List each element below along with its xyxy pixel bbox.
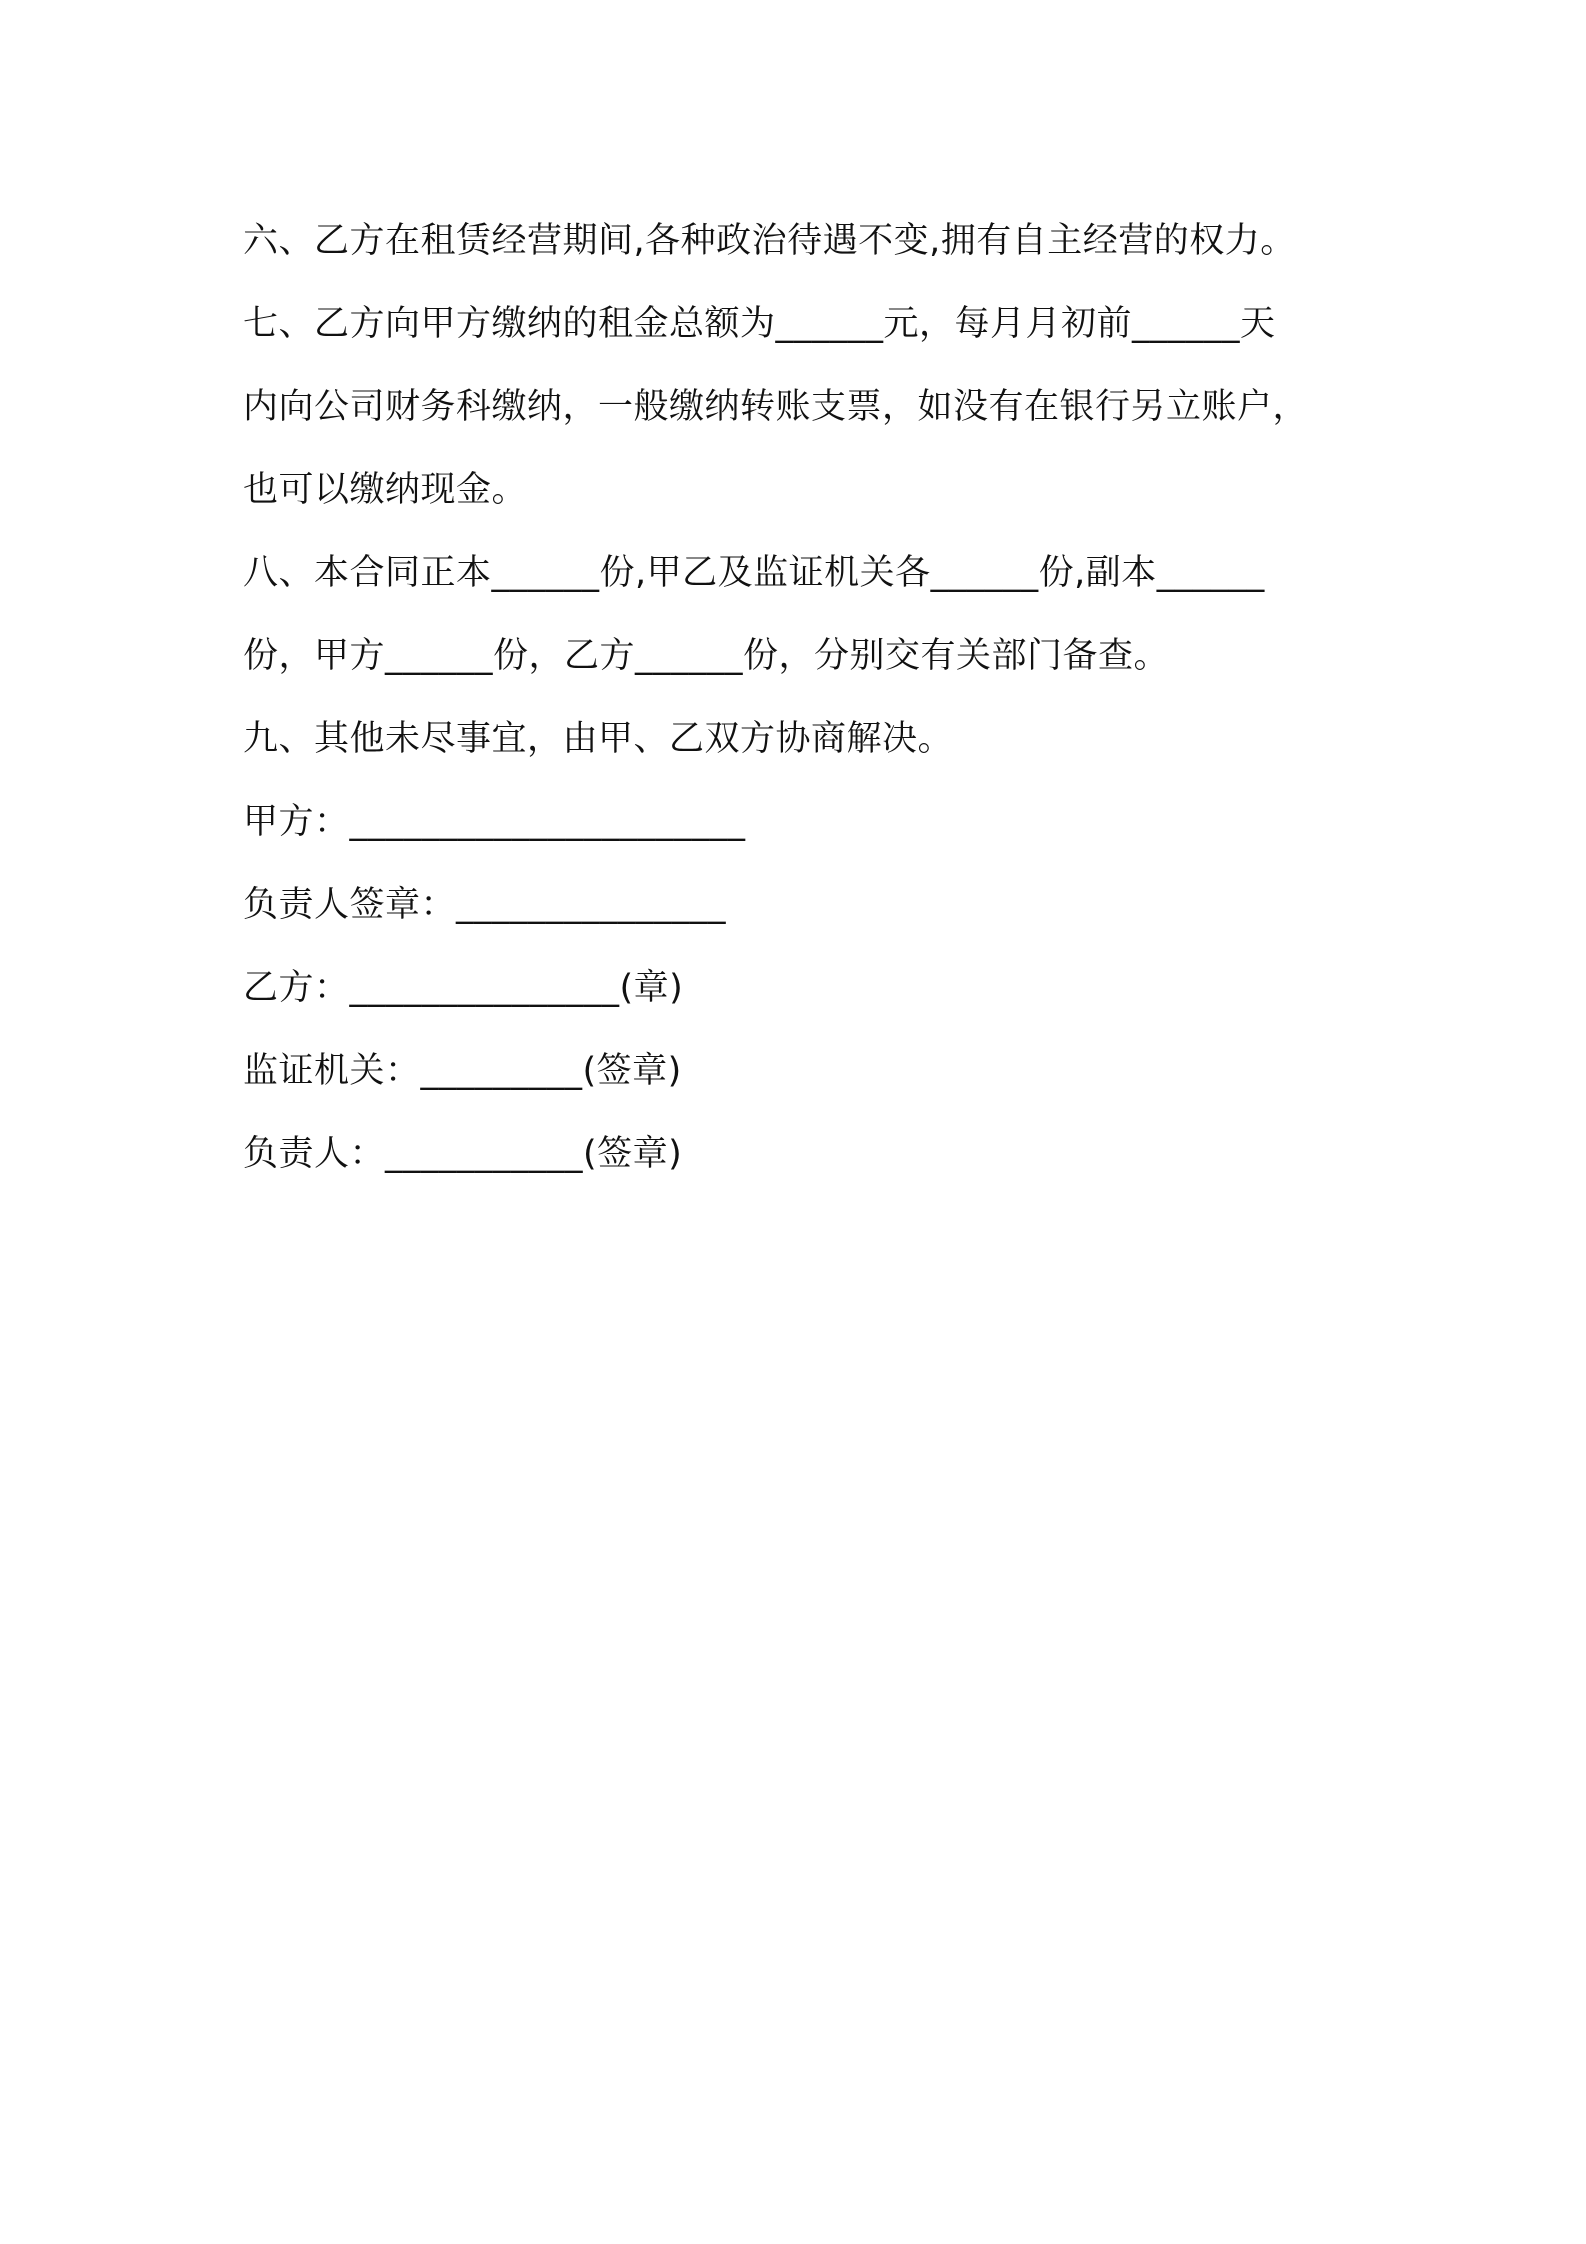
authority-responsible-person-line: 负责人：___________(签章)	[243, 1134, 683, 1174]
clause-nine-line: 九、其他未尽事宜，由甲、乙双方协商解决。	[243, 719, 954, 759]
responsible-person-signature-line: 负责人签章：_______________	[243, 885, 727, 925]
clause-seven-line-3: 也可以缴纳现金。	[243, 470, 528, 510]
document-body	[243, 200, 1363, 1196]
clause-eight-line-1: 八、本合同正本______份,甲乙及监证机关各______份,副本______	[243, 553, 1265, 593]
clause-seven-line-1: 七、乙方向甲方缴纳的租金总额为______元，每月月初前______天	[243, 304, 1276, 344]
clause-eight-line-2: 份，甲方______份，乙方______份，分别交有关部门备查。	[243, 636, 1170, 676]
party-a-signature-line: 甲方：______________________	[243, 802, 746, 842]
clause-six-line: 六、乙方在租赁经营期间,各种政治待遇不变,拥有自主经营的权力。	[243, 221, 1296, 261]
supervising-authority-signature-line: 监证机关：_________(签章)	[243, 1051, 682, 1091]
clause-seven-line-2: 内向公司财务科缴纳，一般缴纳转账支票，如没有在银行另立账户，	[243, 387, 1309, 427]
party-b-signature-line: 乙方：_______________(章)	[243, 968, 684, 1008]
